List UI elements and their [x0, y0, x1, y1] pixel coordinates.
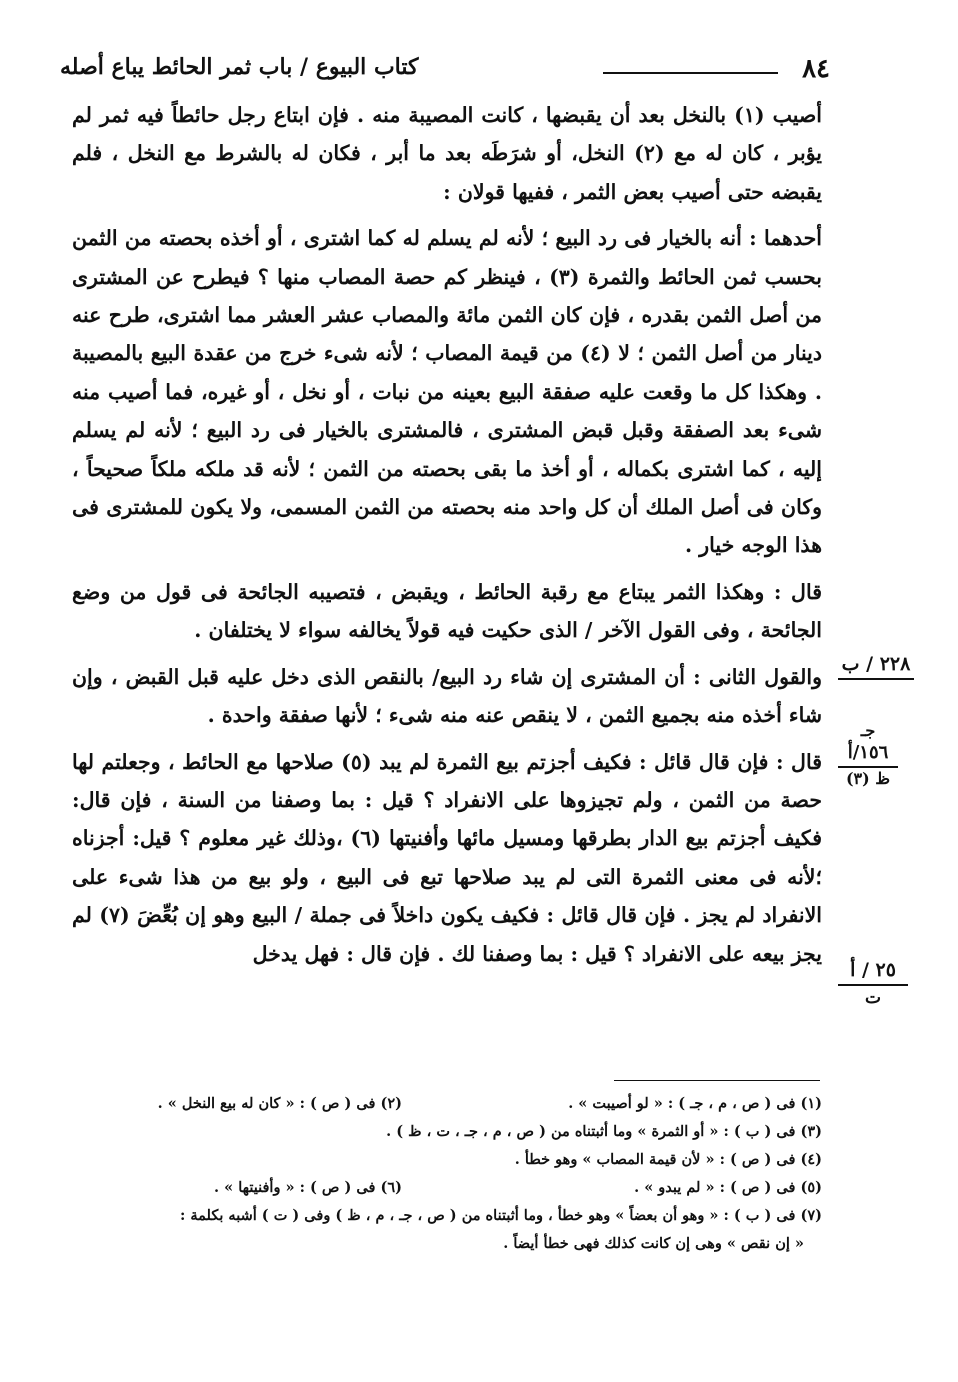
- paragraph-2-text: أنه بالخيار فى رد البيع ؛ لأنه لم يسلم له كما اشترى ، أو أخذه بحصته من الثمن بحسب ثمن الحائط والثمرة (٣) ، فينظر كم حصة المصاب منها ؟ فيطرح عن المشترى من أصل الثمن بقدره ، فإن كان الثمن مائة والمصاب عشر العشر مما اشترى، طرح عنه دينار من أصل الثمن ؛ لا (٤) من قيمة المصاب ؛ لأنه شىء خرج من عقدة البيع بالمصيبة . وهكذا كل ما وقعت عليه صفقة البيع بعينه من نبات ، أو نخل ، أو غيره، فما أصيب منه شىء بعد الصفقة وقبل قبض المشترى ، فالمشترى بالخيار فى رد البيع ؛ لأنه لم يسلم إليه ، كما اشترى بكماله ، أو أخذ ما بقى بحصته من الثمن ؛ لأنه قد ملكه ملكاً صحيحاً ، وكان فى أصل الملك أن كل واحد منه بحصته من الثمن المسمى، ولا يكون للمشترى فى هذا الوجه خيار .: [72, 226, 822, 558]
- paragraph-2: [72, 219, 822, 565]
- footnote-4: (٤) فى ( ص ) : « لأن قيمة المصاب » وهو خطأ .: [514, 1151, 822, 1168]
- footnote-row: [72, 1090, 822, 1118]
- footnote-row: [72, 1230, 822, 1258]
- paragraph-4-text: أن المشترى إن شاء رد البيع/ بالنقص الذى دخل عليه قبل القبض ، وإن شاء أخذه منه بجميع الثمن ، لا ينقص عنه منه شىء ؛ لأنها صفقة واحدة .: [72, 664, 822, 728]
- margin-note-ms-228b: ٢٢٨ / ب: [838, 650, 914, 680]
- margin-note-folio: ١٥٦/أ: [838, 742, 898, 768]
- footnote-7-continued: « إن نقص » وهى إن كانت كذلك فهى خطأ أيضاً .: [503, 1235, 804, 1252]
- page-header: [60, 52, 830, 92]
- header-rule: [603, 72, 778, 74]
- paragraph-5: [72, 743, 822, 973]
- paragraph-5-lead: قال :: [775, 749, 822, 774]
- running-title: كتاب البيوع / باب ثمر الحائط يباع أصله: [60, 54, 419, 80]
- margin-note-ms-156a: [838, 720, 898, 790]
- footnote-3: (٣) فى ( ب ) : « أو الثمرة » وما أثبتناه من ( ص ، م ، جـ ، ت ، ظ ) .: [386, 1123, 822, 1140]
- footnote-row: [72, 1118, 822, 1146]
- paragraph-2-lead: أحدهما :: [749, 226, 822, 251]
- footnotes: [72, 1090, 822, 1258]
- paragraph-1: أصيب (١) بالنخل بعد أن يقبضها ، كانت المصيبة منه . فإن ابتاع رجل حائطاً فيه ثمر لم يؤبر ، كان له مع (٢) النخل، أو شرَطَه بعد ما أبر ، فكان له بالشرط مع النخل ، فلم يقبضه حتى أصيب بعض الثمر ، ففيها قولان :: [72, 103, 822, 204]
- footnote-2: (٢) فى ( ص ) : « كان له بيع النخل » .: [157, 1095, 402, 1112]
- margin-note-ms-25a: ٢٥ / أ: [838, 956, 908, 986]
- margin-note-siglum: جـ: [860, 721, 876, 740]
- main-text: [72, 96, 822, 973]
- paragraph-5-text: فإن قال قائل : فكيف أجزتم بيع الثمرة لم يبد (٥) صلاحها مع الحائط ، وجعلتم لها حصة من الثمن ، ولم تجيزوها على الانفراد ؟ قيل : بما وصفنا من السنة ، فإن قال: فكيف أجزتم بيع الدار بطرقها ومسيل مائها وأفنيتها (٦) ،وذلك غير معلوم ؟ قيل: أجزناه ؛لأنه فى معنى الثمرة التى لم يبد صلاحها تبع فى البيع ، ولو بيع من هذا شىء على الانفراد لم يجز . فإن قال قائل : فكيف يكون داخلاً فى جملة / البيع وهو إن بُعِّضَ (٧) لم يجز بيعه على الانفراد ؟ قيل : بما وصفنا لك . فإن قال : فهل يدخل: [72, 749, 822, 966]
- margin-note-volume: ظ (٣): [845, 769, 891, 788]
- paragraph-3-text: وهكذا الثمر يبتاع مع رقبة الحائط ، ويقبض ، فتصيبه الجائحة فى قول من وضع الجائحة ، وفى القول الآخر / الذى حكيت فيه قولاً يخالفه سواء لا يختلفان .: [72, 579, 822, 643]
- paragraph-3: [72, 573, 822, 650]
- footnote-5: (٥) فى ( ص ) : « لم يبدو » .: [634, 1179, 822, 1196]
- page-number: ٨٤: [802, 54, 830, 84]
- margin-note-siglum-t: ت: [864, 988, 881, 1008]
- paragraph-4-lead: والقول الثانى :: [693, 664, 822, 689]
- footnote-separator: [614, 1080, 820, 1081]
- footnote-6: (٦) فى ( ص ) : « وأفنيتها » .: [214, 1179, 402, 1196]
- footnote-7: (٧) فى ( ب ) : « وهو أن بعضاً » وهو خطأ ، وما أثبتناه من ( ص ، جـ ، م ، ظ ) وفى ( ت ) أشبه بكلمة :: [179, 1207, 822, 1224]
- footnote-row: [72, 1146, 822, 1174]
- footnote-row: [72, 1202, 822, 1230]
- footnote-row: [72, 1174, 822, 1202]
- paragraph-4: [72, 658, 822, 735]
- paragraph-3-lead: قال :: [773, 579, 822, 604]
- footnote-1: (١) فى ( ص ، م ، جـ ) : « لو أصيبت » .: [568, 1095, 822, 1112]
